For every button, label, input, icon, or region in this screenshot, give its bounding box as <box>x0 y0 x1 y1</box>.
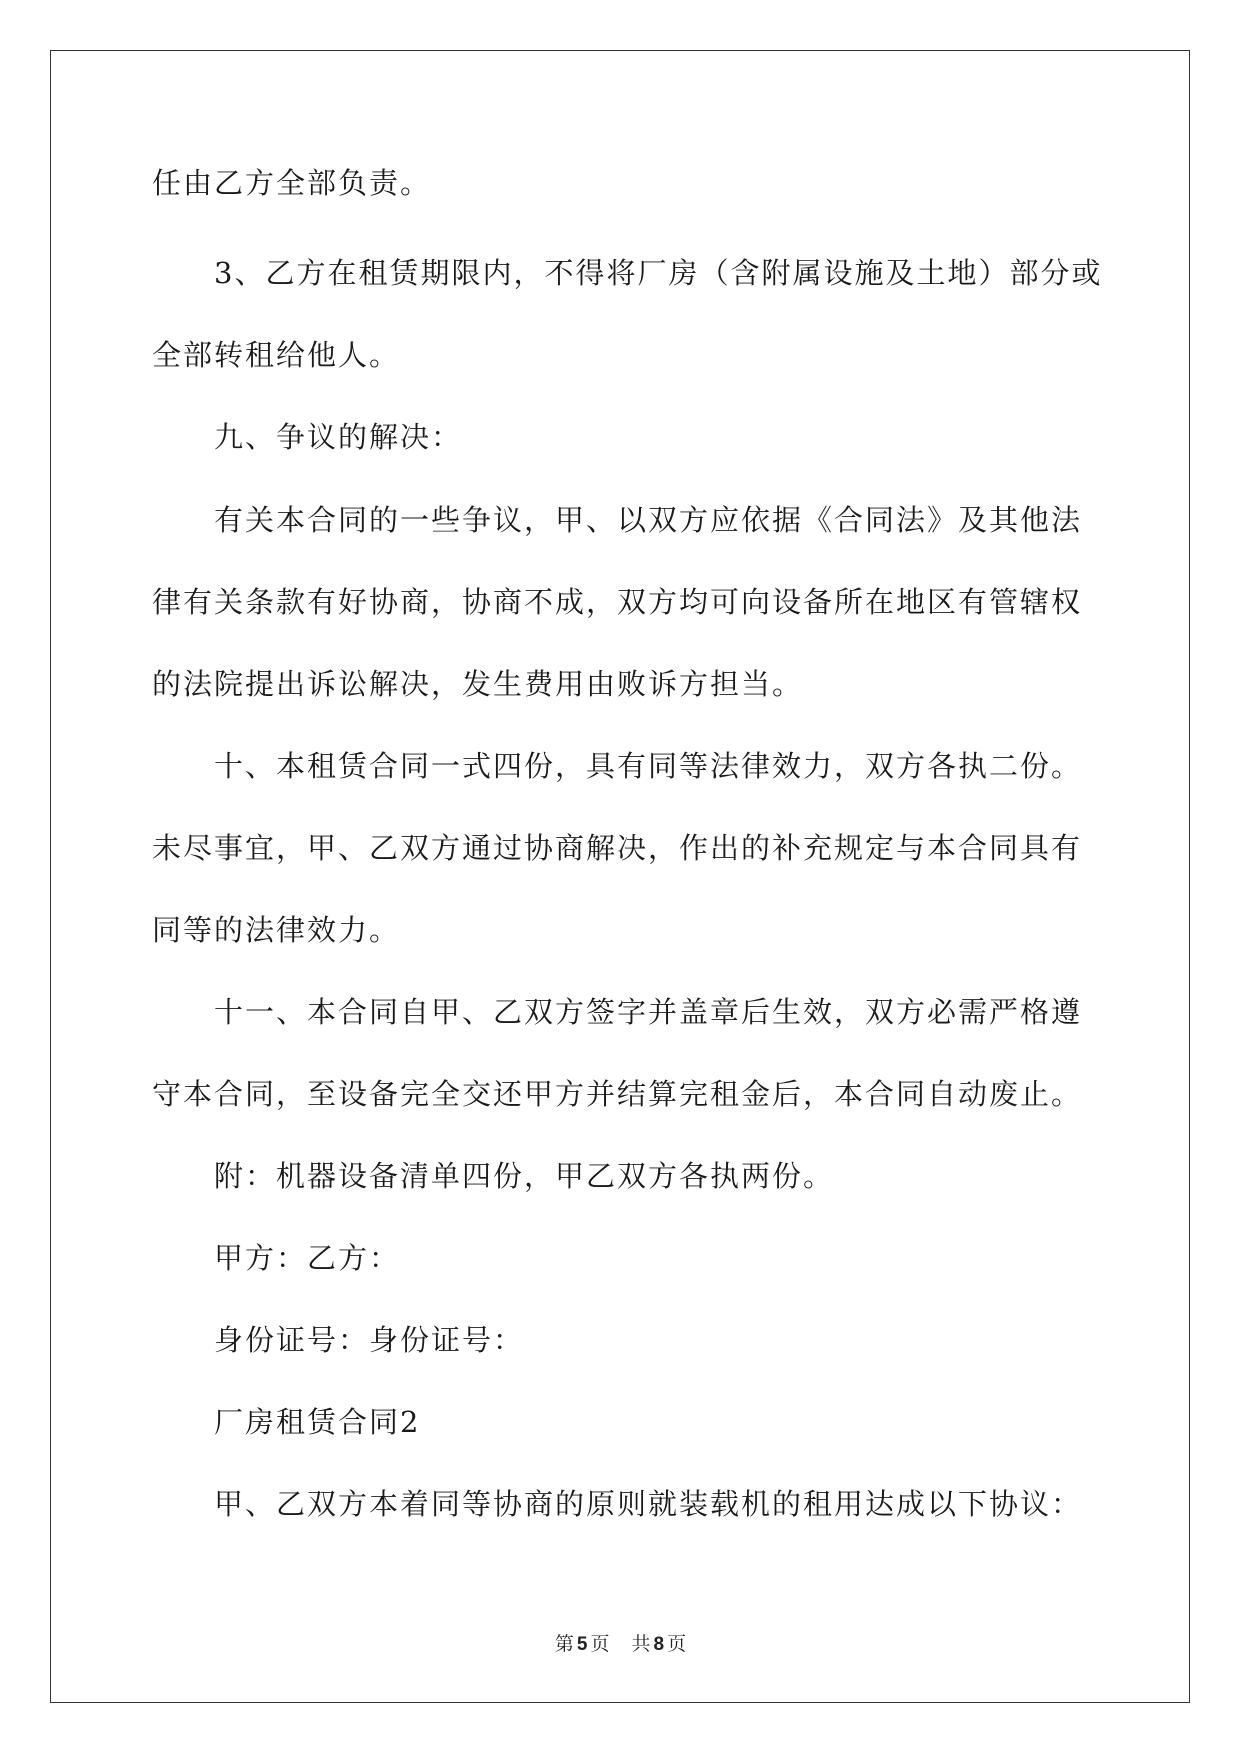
text-line: 同等的法律效力。 <box>152 913 401 947</box>
text-line: 3、乙方在租赁期限内，不得将厂房（含附属设施及土地）部分或 <box>214 256 1103 290</box>
total-page-number: 8 <box>653 1634 665 1655</box>
text-line: 任由乙方全部负责。 <box>152 166 432 200</box>
signature-line-parties: 甲方：乙方： <box>214 1241 401 1275</box>
page-unit: 页 <box>590 1633 610 1655</box>
text-line: 附：机器设备清单四份，甲乙双方各执两份。 <box>214 1159 835 1193</box>
document-subtitle: 厂房租赁合同2 <box>214 1405 421 1439</box>
text-line: 十、本租赁合同一式四份，具有同等法律效力，双方各执二份。 <box>214 749 1083 783</box>
page-footer <box>0 1632 1241 1657</box>
text-line: 律有关条款有好协商，协商不成，双方均可向设备所在地区有管辖权 <box>152 585 1083 619</box>
text-line: 未尽事宜，甲、乙双方通过协商解决，作出的补充规定与本合同具有 <box>152 831 1083 865</box>
text-line: 十一、本合同自甲、乙双方签字并盖章后生效，双方必需严格遵 <box>214 995 1083 1029</box>
total-prefix: 共 <box>631 1633 651 1655</box>
current-page-number: 5 <box>576 1634 588 1655</box>
text-line: 甲、乙双方本着同等协商的原则就装载机的租用达成以下协议： <box>214 1487 1083 1521</box>
text-line: 全部转租给他人。 <box>152 338 401 372</box>
page-border <box>50 50 1190 1703</box>
page-prefix: 第 <box>554 1633 574 1655</box>
total-unit: 页 <box>667 1633 687 1655</box>
text-line: 有关本合同的一些争议，甲、以双方应依据《合同法》及其他法 <box>214 503 1083 537</box>
text-line: 守本合同，至设备完全交还甲方并结算完租金后，本合同自动废止。 <box>152 1077 1083 1111</box>
section-heading: 九、争议的解决： <box>214 420 463 454</box>
text-line: 的法院提出诉讼解决，发生费用由败诉方担当。 <box>152 667 804 701</box>
signature-line-id: 身份证号：身份证号： <box>214 1323 525 1357</box>
